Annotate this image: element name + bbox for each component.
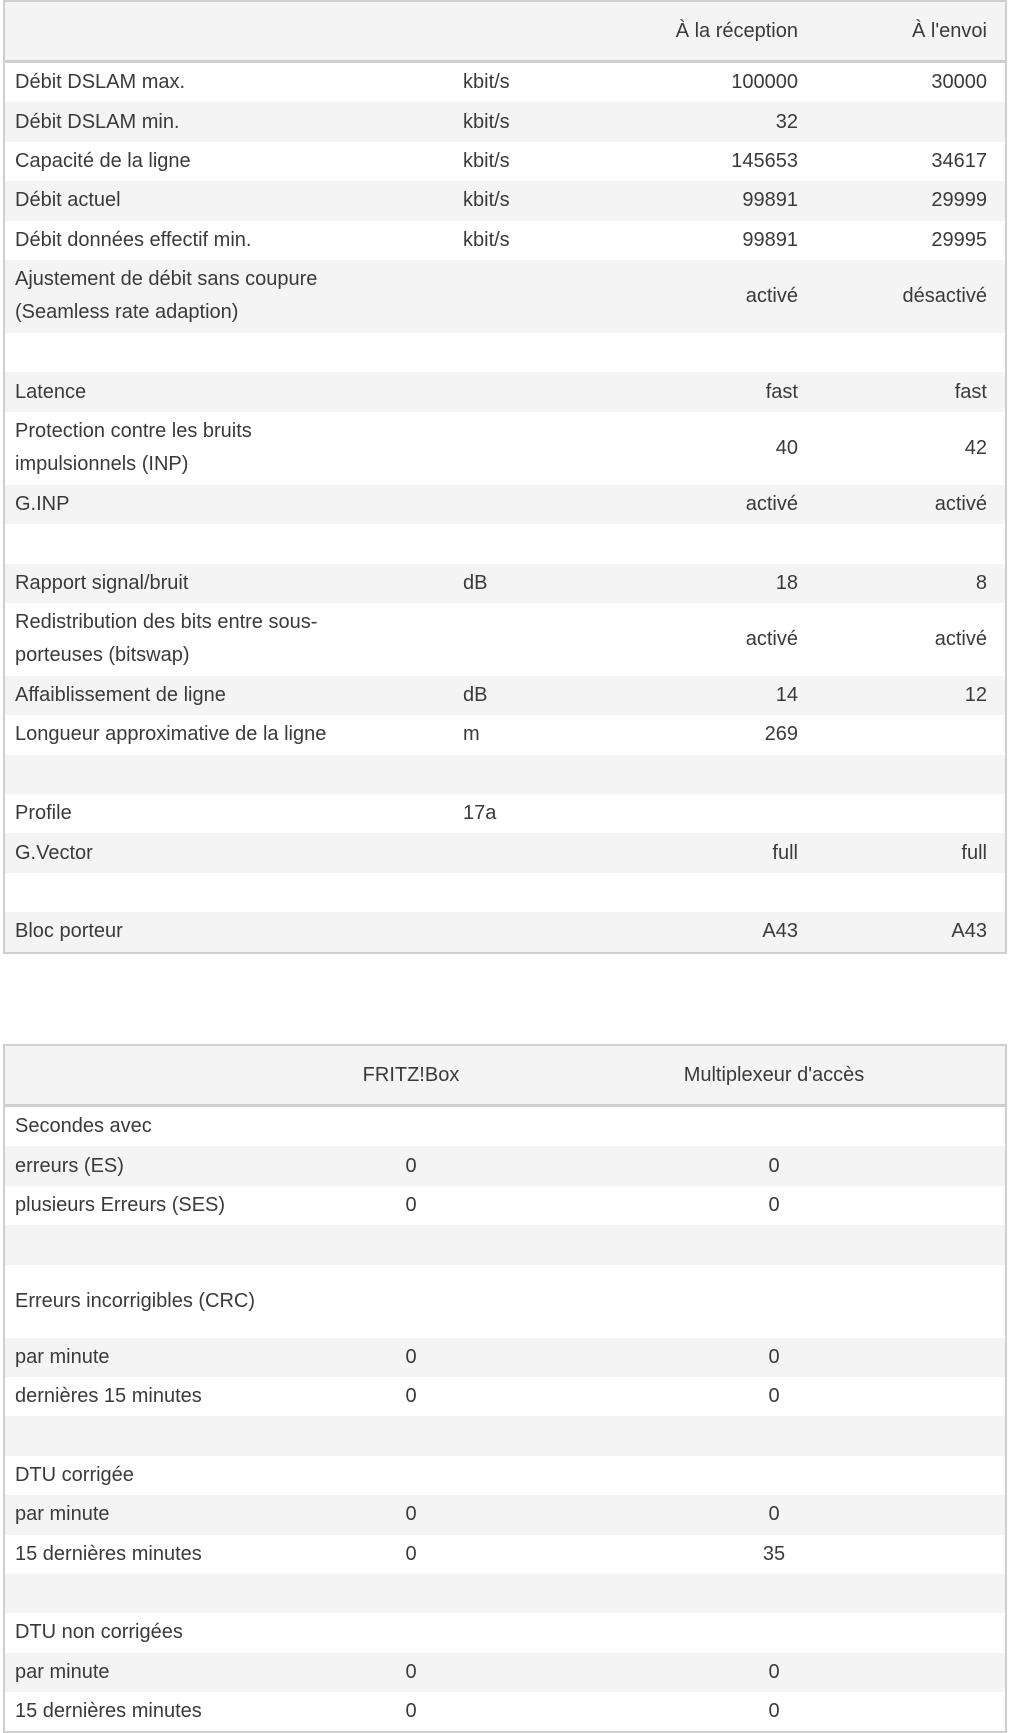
header-envoi: À l'envoi (912, 19, 987, 42)
table-row (5, 1107, 1005, 1146)
spacer-row (5, 755, 1005, 794)
row-envoi-value: 29999 (931, 189, 987, 212)
row-label: Erreurs incorrigibles (CRC) (15, 1289, 256, 1312)
table-row (5, 1692, 1005, 1731)
row-fritzbox-value: 0 (405, 1193, 417, 1216)
table-row (5, 1377, 1005, 1416)
row-label: Débit DSLAM max. (15, 71, 186, 94)
row-multiplexeur-value: 0 (768, 1154, 780, 1177)
table-row (5, 485, 1005, 524)
row-label: dernières 15 minutes (15, 1385, 202, 1408)
table-row (5, 1338, 1005, 1377)
row-label: Redistribution des bits entre sous-porteuses (bitswap) (15, 611, 318, 667)
table-header (5, 1046, 1005, 1107)
row-multiplexeur-value: 0 (768, 1660, 780, 1683)
row-label: Capacité de la ligne (15, 149, 191, 172)
row-label: erreurs (ES) (15, 1154, 124, 1177)
row-label: Longueur approximative de la ligne (15, 723, 327, 746)
table-row (5, 1495, 1005, 1534)
table-row (5, 1186, 1005, 1225)
row-envoi-value: désactivé (902, 284, 987, 307)
row-label: par minute (15, 1660, 110, 1683)
table-row (5, 63, 1005, 102)
table-row (5, 912, 1005, 951)
row-reception-value: full (772, 841, 798, 864)
row-label: 15 dernières minutes (15, 1542, 202, 1565)
row-label: Profile (15, 802, 72, 825)
row-envoi-value: 34617 (931, 149, 987, 172)
row-fritzbox-value: 0 (405, 1503, 417, 1526)
row-multiplexeur-value: 35 (762, 1542, 786, 1565)
row-reception-value: A43 (762, 920, 798, 943)
row-unit: 17a (463, 802, 497, 825)
row-unit: kbit/s (463, 71, 510, 94)
table-row (5, 833, 1005, 872)
row-envoi-value: A43 (951, 920, 987, 943)
row-fritzbox-value: 0 (405, 1385, 417, 1408)
row-fritzbox-value: 0 (405, 1660, 417, 1683)
row-reception-value: fast (765, 380, 798, 403)
table-row (5, 564, 1005, 603)
row-unit: m (463, 723, 480, 746)
table-row (5, 142, 1005, 181)
row-envoi-value: 30000 (931, 71, 987, 94)
table-row (5, 1146, 1005, 1185)
row-label: G.Vector (15, 841, 93, 864)
row-reception-value: 145653 (731, 149, 798, 172)
row-reception-value: 14 (775, 684, 798, 707)
row-fritzbox-value: 0 (405, 1700, 417, 1723)
header-multiplexeur: Multiplexeur d'accès (683, 1063, 865, 1086)
row-multiplexeur-value: 0 (768, 1700, 780, 1723)
row-label: par minute (15, 1345, 110, 1368)
table-row (5, 102, 1005, 141)
row-label: par minute (15, 1503, 110, 1526)
row-multiplexeur-value: 0 (768, 1385, 780, 1408)
table-row (5, 603, 1005, 676)
row-reception-value: 32 (775, 110, 798, 133)
row-label: Affaiblissement de ligne (15, 684, 226, 707)
spacer-row (5, 1225, 1005, 1264)
row-envoi-value: 8 (975, 571, 987, 594)
row-reception-value: activé (745, 284, 798, 307)
row-label: Débit actuel (15, 189, 121, 212)
table-row (5, 372, 1005, 411)
row-label: Protection contre les bruits impulsionnels (INP) (15, 420, 252, 476)
row-reception-value: 269 (764, 723, 798, 746)
row-label: Bloc porteur (15, 920, 123, 943)
row-reception-value: 18 (775, 571, 798, 594)
row-label: 15 dernières minutes (15, 1700, 202, 1723)
row-unit: kbit/s (463, 149, 510, 172)
row-unit: kbit/s (463, 189, 510, 212)
row-label: DTU non corrigées (15, 1621, 183, 1644)
table-row (5, 260, 1005, 333)
spacer-row (5, 333, 1005, 372)
table-row (5, 181, 1005, 220)
row-envoi-value: 42 (964, 436, 987, 459)
spacer-row (5, 1416, 1005, 1455)
header-fritzbox: FRITZ!Box (362, 1063, 460, 1086)
row-label: G.INP (15, 492, 70, 515)
row-fritzbox-value: 0 (405, 1345, 417, 1368)
row-unit: kbit/s (463, 228, 510, 251)
row-envoi-value: 29995 (931, 228, 987, 251)
row-multiplexeur-value: 0 (768, 1193, 780, 1216)
row-unit: kbit/s (463, 110, 510, 133)
header-reception: À la réception (675, 19, 798, 42)
table-row (5, 1265, 1005, 1338)
row-envoi-value: activé (934, 492, 987, 515)
row-envoi-value: fast (954, 380, 987, 403)
row-envoi-value: activé (934, 627, 987, 650)
row-multiplexeur-value: 0 (768, 1503, 780, 1526)
table-row (5, 794, 1005, 833)
row-unit: dB (463, 571, 488, 594)
table-row (5, 676, 1005, 715)
row-multiplexeur-value: 0 (768, 1345, 780, 1368)
row-reception-value: 40 (775, 436, 798, 459)
row-label: Ajustement de débit sans coupure (Seamless rate adaption) (15, 268, 318, 324)
table-row (5, 1535, 1005, 1574)
spacer-row (5, 524, 1005, 563)
dsl-line-table (3, 0, 1007, 954)
table-header (5, 2, 1005, 63)
table-row (5, 1653, 1005, 1692)
row-reception-value: 99891 (742, 189, 798, 212)
row-label: Débit données effectif min. (15, 228, 252, 251)
row-reception-value: 100000 (731, 71, 798, 94)
row-unit: dB (463, 684, 488, 707)
row-label: Secondes avec (15, 1115, 152, 1138)
spacer-row (5, 1574, 1005, 1613)
row-label: plusieurs Erreurs (SES) (15, 1193, 226, 1216)
error-stats-table (3, 1044, 1007, 1733)
table-row (5, 1456, 1005, 1495)
spacer-row (5, 873, 1005, 912)
row-label: Rapport signal/bruit (15, 571, 189, 594)
row-envoi-value: 12 (964, 684, 987, 707)
row-envoi-value: full (961, 841, 987, 864)
table-row (5, 715, 1005, 754)
row-label: Latence (15, 380, 87, 403)
row-label: DTU corrigée (15, 1463, 134, 1486)
table-row (5, 1613, 1005, 1652)
row-reception-value: activé (745, 627, 798, 650)
table-row (5, 412, 1005, 485)
table-row (5, 221, 1005, 260)
row-reception-value: 99891 (742, 228, 798, 251)
row-fritzbox-value: 0 (405, 1542, 417, 1565)
row-reception-value: activé (745, 492, 798, 515)
row-fritzbox-value: 0 (405, 1154, 417, 1177)
row-label: Débit DSLAM min. (15, 110, 180, 133)
